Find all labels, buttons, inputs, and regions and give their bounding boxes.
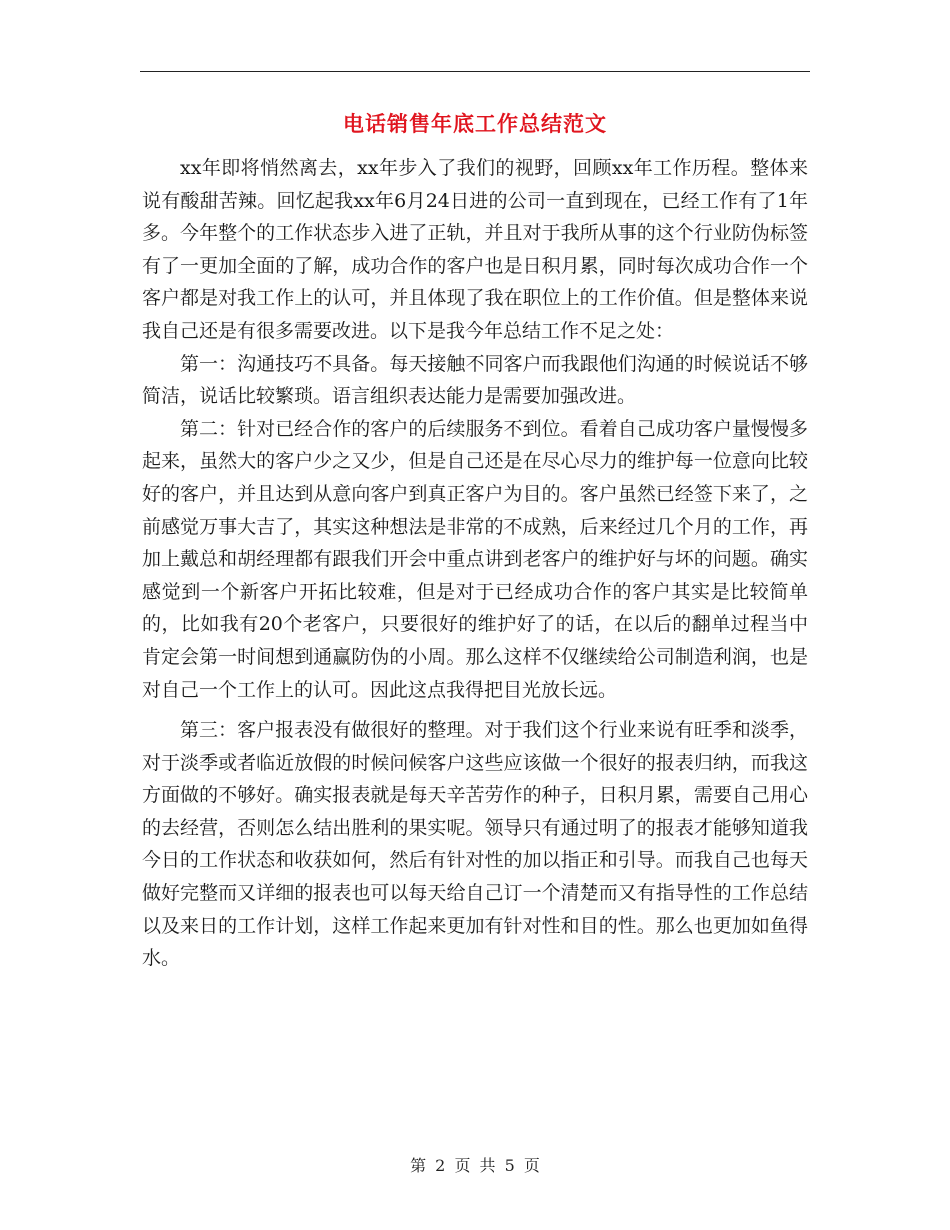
document-title: 电话销售年底工作总结范文 — [343, 112, 607, 136]
paragraph-point-1: 第一：沟通技巧不具备。每天接触不同客户而我跟他们沟通的时候说话不够简洁，说话比较繁琐。语言组织表达能力是需要加强改进。 — [142, 352, 808, 408]
paragraph-point-2: 第二：针对已经合作的客户的后续服务不到位。看着自己成功客户量慢慢多起来，虽然大的客户少之又少，但是自己还是在尽心尽力的维护每一位意向比较好的客户，并且达到从意向客户到真正客户为目的。客户虽然已经签下来了，之前感觉万事大吉了，其实这种想法是非常的不成熟，后来经过几个月的工作，再加上戴总和胡经理都有跟我们开会中重点讲到老客户的维护好与坏的问题。确实感觉到一个新客户开拓比较难，但是对于已经成功合作的客户其实是比较简单的，比如我有20个老客户，只要很好的维护好了的话，在以后的翻单过程当中肯定会第一时间想到通赢防伪的小周。那么这样不仅继续给公司制造利润，也是对自己一个工作上的认可。因此这点我得把目光放长远。 — [142, 417, 808, 701]
paragraph-intro: xx年即将悄然离去，xx年步入了我们的视野，回顾xx年工作历程。整体来说有酸甜苦辣。回忆起我xx年6月24日进的公司一直到现在，已经工作有了1年多。今年整个的工作状态步入进了正轨，并且对于我所从事的这个行业防伪标签有了一更加全面的了解，成功合作的客户也是日积月累，同时每次成功合作一个客户都是对我工作上的认可，并且体现了我在职位上的工作价值。但是整体来说我自己还是有很多需要改进。以下是我今年总结工作不足之处： — [142, 157, 808, 342]
document-body — [142, 152, 808, 975]
paragraph-point-3: 第三：客户报表没有做很好的整理。对于我们这个行业来说有旺季和淡季，对于淡季或者临近放假的时候问候客户这些应该做一个很好的报表归纳，而我这方面做的不够好。确实报表就是每天辛苦劳作的种子，日积月累，需要自己用心的去经营，否则怎么结出胜利的果实呢。领导只有通过明了的报表才能够知道我今日的工作状态和收获如何，然后有针对性的加以指正和引导。而我自己也每天做好完整而又详细的报表也可以每天给自己订一个清楚而又有指导性的工作总结以及来日的工作计划，这样工作起来更加有针对性和目的性。那么也更加如鱼得水。 — [142, 719, 808, 970]
header-rule — [140, 71, 810, 72]
page-number: 第 2 页 共 5 页 — [410, 1156, 540, 1175]
